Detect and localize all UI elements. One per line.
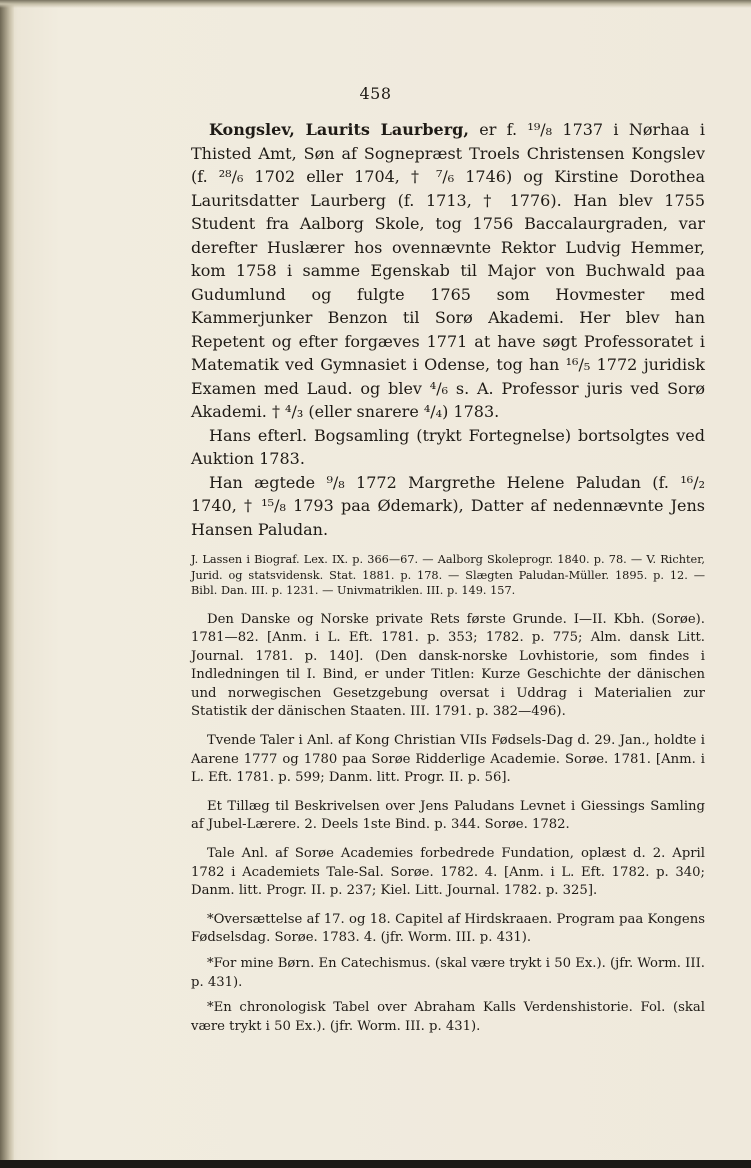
- page-binding-edge: [0, 0, 14, 1160]
- work-item: Et Tillæg til Beskrivelsen over Jens Paludans Levnet i Giessings Samling af Jubel-Lærere. 2. Deels 1ste Bind. p. 344. Sorøe. 1782.: [191, 798, 705, 833]
- work-item: Tvende Taler i Anl. af Kong Christian VIIs Fødsels-Dag d. 29. Jan., holdte i Aarene 1777 og 1780 paa Sorøe Ridderlige Academie. Sorøe. 1781. [Anm. i L. Eft. 1781. p. 599; Danm. litt. Progr. II. p. 56].: [191, 733, 705, 786]
- page-top-edge: [0, 0, 751, 8]
- entry-bio-text: er f. ¹⁹/₈ 1737 i Nørhaa i Thisted Amt, Søn af Sognepræst Troels Christensen Kongslev (f. ²⁸/₆ 1702 eller 1704, † ⁷/₆ 1746) og Kirstine Dorothea Lauritsdatter Laurberg (f. 1713, † 1776). Han blev 1755 Student fra Aalborg Skole, tog 1756 Baccalaurgraden, var derefter Huslærer hos ovennævnte Rektor Ludvig Hemmer, kom 1758 i samme Egenskab til Major von Buchwald paa Gudumlund og fulgte 1765 som Hovmester med Kammerjunker Benzon til Sorø Akademi. Her blev han Repetent og efter forgæves 1771 at have søgt Professoratet i Matematik ved Gymnasiet i Odense, tog han ¹⁶/₅ 1772 juridisk Examen med Laud. og blev ⁴/₆ s. A. Professor juris ved Sorø Akademi. † ⁴/₃ (eller snarere ⁴/₄) 1783.: [191, 120, 705, 421]
- work-item: Tale Anl. af Sorøe Academies forbedrede Fundation, oplæst d. 2. April 1782 i Academiets Tale-Sal. Sorøe. 1782. 4. [Anm. i L. Eft. 1782. p. 340; Danm. litt. Progr. II. p. 237; Kiel. Litt. Journal. 1782. p. 325].: [191, 846, 705, 899]
- biography-entry: [191, 118, 705, 541]
- entry-paragraph-library: Hans efterl. Bogsamling (trykt Fortegnelse) bortsolgtes ved Auktion 1783.: [191, 425, 705, 468]
- work-item: Den Danske og Norske private Rets første Grunde. I—II. Kbh. (Sorøe). 1781—82. [Anm. i L. Eft. 1781. p. 353; 1782. p. 775; Alm. dansk Litt. Journal. 1781. p. 140]. (Den dansk-norske Lovhistorie, som findes i Indledningen til I. Bind, er under Titlen: Kurze Geschichte der dänischen und norwegischen Gesetzgebung oversat i Uddrag i Materialien zur Statistik der dänischen Staaten. III. 1791. p. 382—496).: [191, 611, 705, 720]
- page-content: [191, 118, 705, 1043]
- entry-paragraph-marriage: Han ægtede ⁹/₈ 1772 Margrethe Helene Paludan (f. ¹⁶/₂ 1740, † ¹⁵/₈ 1793 paa Ødemark), Datter af nedennævnte Jens Hansen Paludan.: [191, 472, 705, 539]
- references: J. Lassen i Biograf. Lex. IX. p. 366—67. — Aalborg Skoleprogr. 1840. p. 78. — V. Richter, Jurid. og statsvidensk. Stat. 1881. p. 178. — Slægten Paludan-Müller. 1895. p. 12. — Bibl. Dan. III. p. 1231. — Univmatriklen. III. p. 149. 157.: [191, 553, 705, 597]
- entry-name: Kongslev, Laurits Laurberg,: [209, 120, 469, 139]
- scan-bottom-border: [0, 1160, 751, 1168]
- works-list: [191, 611, 705, 1037]
- page-number: 458: [359, 84, 392, 103]
- work-item: *En chronologisk Tabel over Abraham Kalls Verdenshistorie. Fol. (skal være trykt i 50 Ex.). (jfr. Worm. III. p. 431).: [191, 1000, 705, 1034]
- entry-paragraph-bio: [191, 118, 705, 424]
- work-item: *Oversættelse af 17. og 18. Capitel af Hirdskraaen. Program paa Kongens Fødselsdag. Sorøe. 1783. 4. (jfr. Worm. III. p. 431).: [191, 911, 705, 946]
- work-item: *For mine Børn. En Catechismus. (skal være trykt i 50 Ex.). (jfr. Worm. III. p. 431).: [191, 956, 705, 990]
